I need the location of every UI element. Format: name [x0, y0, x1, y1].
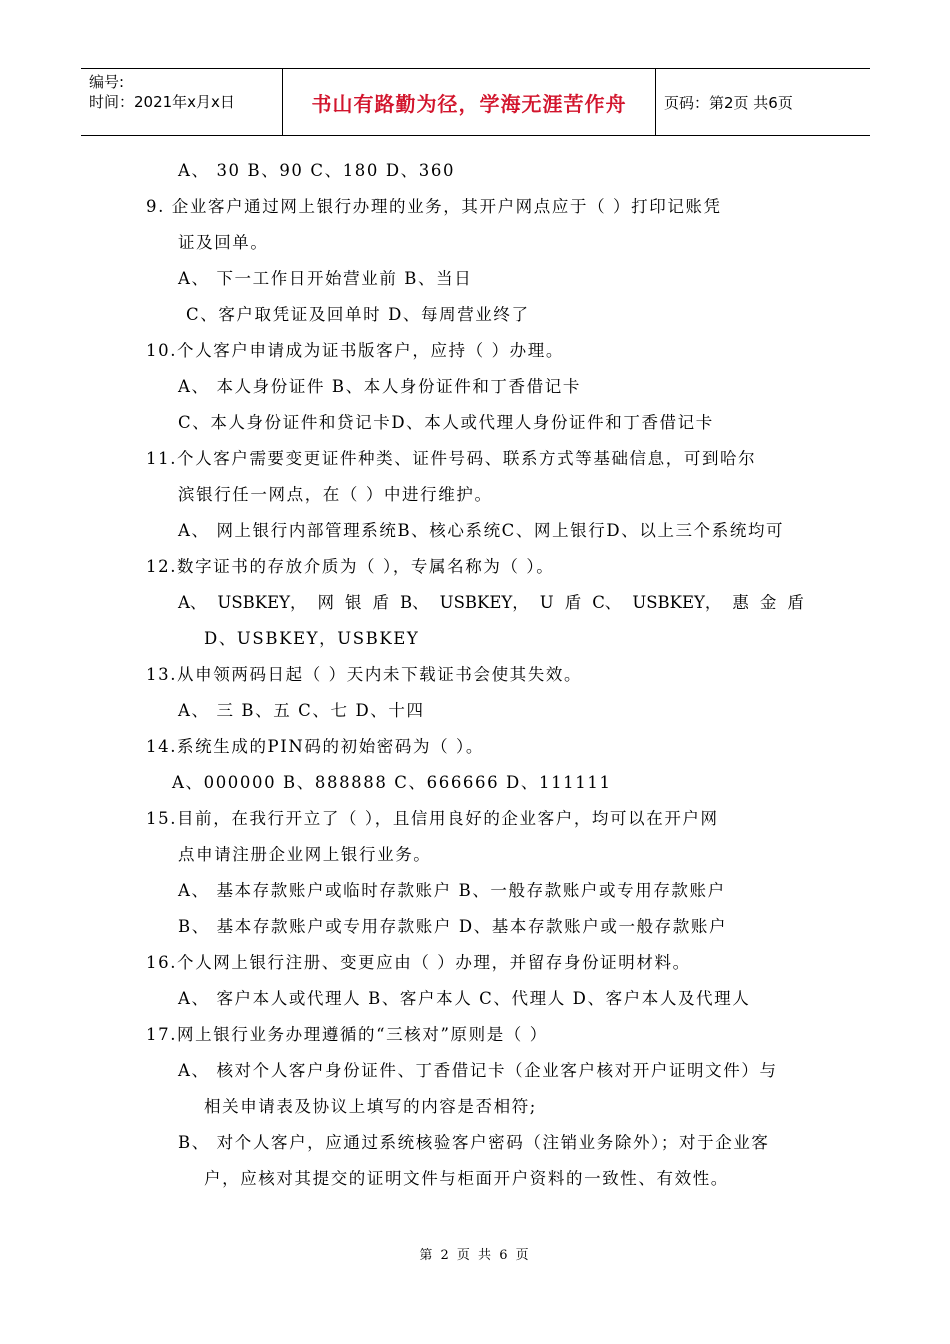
text-line: D、USBKEY，USBKEY [204, 629, 420, 648]
text-line: 17.网上银行业务办理遵循的“三核对”原则是（ ） [146, 1025, 548, 1044]
text-line: 15.目前，在我行开立了（ ），且信用良好的企业客户，均可以在开户网 [146, 809, 719, 828]
text-line: 11.个人客户需要变更证件种类、证件号码、联系方式等基础信息，可到哈尔 [146, 449, 757, 468]
option-token: 银 [345, 593, 362, 612]
text-line: 14.系统生成的PIN码的初始密码为（ ）。 [146, 737, 484, 756]
text-line: A、 本人身份证件 B、本人身份证件和丁香借记卡 [178, 377, 581, 396]
text-line: 户，应核对其提交的证明文件与柜面开户资料的一致性、有效性。 [204, 1169, 729, 1188]
option-token: 网 [317, 593, 335, 612]
page-footer: 第 2 页 共 6 页 [419, 1248, 531, 1263]
text-line: 16.个人网上银行注册、变更应由（ ）办理，并留存身份证明材料。 [146, 953, 691, 972]
text-line: A、 客户本人或代理人 B、客户本人 C、代理人 D、客户本人及代理人 [178, 989, 751, 1008]
option-token: U [539, 593, 554, 612]
text-line: 相关申请表及协议上填写的内容是否相符; [204, 1097, 537, 1116]
option-token: USBKEY， [632, 593, 722, 612]
text-line: A、 三 B、五 C、七 D、十四 [178, 701, 425, 720]
time-label: 时间：2021年x月x日 [89, 93, 235, 111]
text-line: 10.个人客户申请成为证书版客户，应持（ ）办理。 [146, 341, 564, 360]
option-token: B、 [400, 593, 429, 612]
text-line: A、 基本存款账户或临时存款账户 B、一般存款账户或专用存款账户 [178, 881, 726, 900]
option-token: USBKEY， [217, 593, 307, 612]
option-token: 金 [759, 593, 777, 612]
text-line: A、 网上银行内部管理系统B、核心系统C、网上银行D、以上三个系统均可 [178, 521, 785, 540]
motto: 书山有路勤为径，学海无涯苦作舟 [311, 91, 627, 116]
option-token: 盾 [372, 593, 390, 612]
text-line: 证及回单。 [178, 233, 269, 252]
page-info: 页码：第2页 共6页 [664, 93, 793, 112]
text-line: 滨银行任一网点，在（ ）中进行维护。 [178, 485, 493, 504]
text-line: 9. 企业客户通过网上银行办理的业务，其开户网点应于（ ）打印记账凭 [146, 197, 722, 216]
option-token: 盾 [564, 593, 582, 612]
text-line: A、 核对个人客户身份证件、丁香借记卡（企业客户核对开户证明文件）与 [178, 1061, 778, 1080]
text-line: B、 对个人客户，应通过系统核验客户密码（注销业务除外）；对于企业客 [178, 1133, 770, 1152]
option-token: C、 [592, 593, 622, 612]
option-token: 盾 [787, 593, 804, 612]
text-line: 12.数字证书的存放介质为（ ），专属名称为（ ）。 [146, 557, 555, 576]
text-line: 点申请注册企业网上银行业务。 [178, 845, 432, 864]
q12-options-line [178, 592, 804, 614]
option-token: 惠 [732, 593, 749, 612]
option-token: USBKEY， [439, 593, 529, 612]
text-line: B、 基本存款账户或专用存款账户 D、基本存款账户或一般存款账户 [178, 917, 728, 936]
text-line: A、 30 B、90 C、180 D、360 [178, 161, 456, 180]
option-token: A、 [178, 593, 207, 612]
text-line: A、000000 B、888888 C、666666 D、111111 [172, 773, 612, 792]
serial-label: 编号: [89, 73, 125, 91]
text-line: C、本人身份证件和贷记卡D、本人或代理人身份证件和丁香借记卡 [178, 413, 714, 432]
text-line: 13.从申领两码日起（ ）天内未下载证书会使其失效。 [146, 665, 583, 684]
text-line: A、 下一工作日开始营业前 B、当日 [178, 269, 473, 288]
text-line: C、客户取凭证及回单时 D、每周营业终了 [186, 305, 530, 324]
